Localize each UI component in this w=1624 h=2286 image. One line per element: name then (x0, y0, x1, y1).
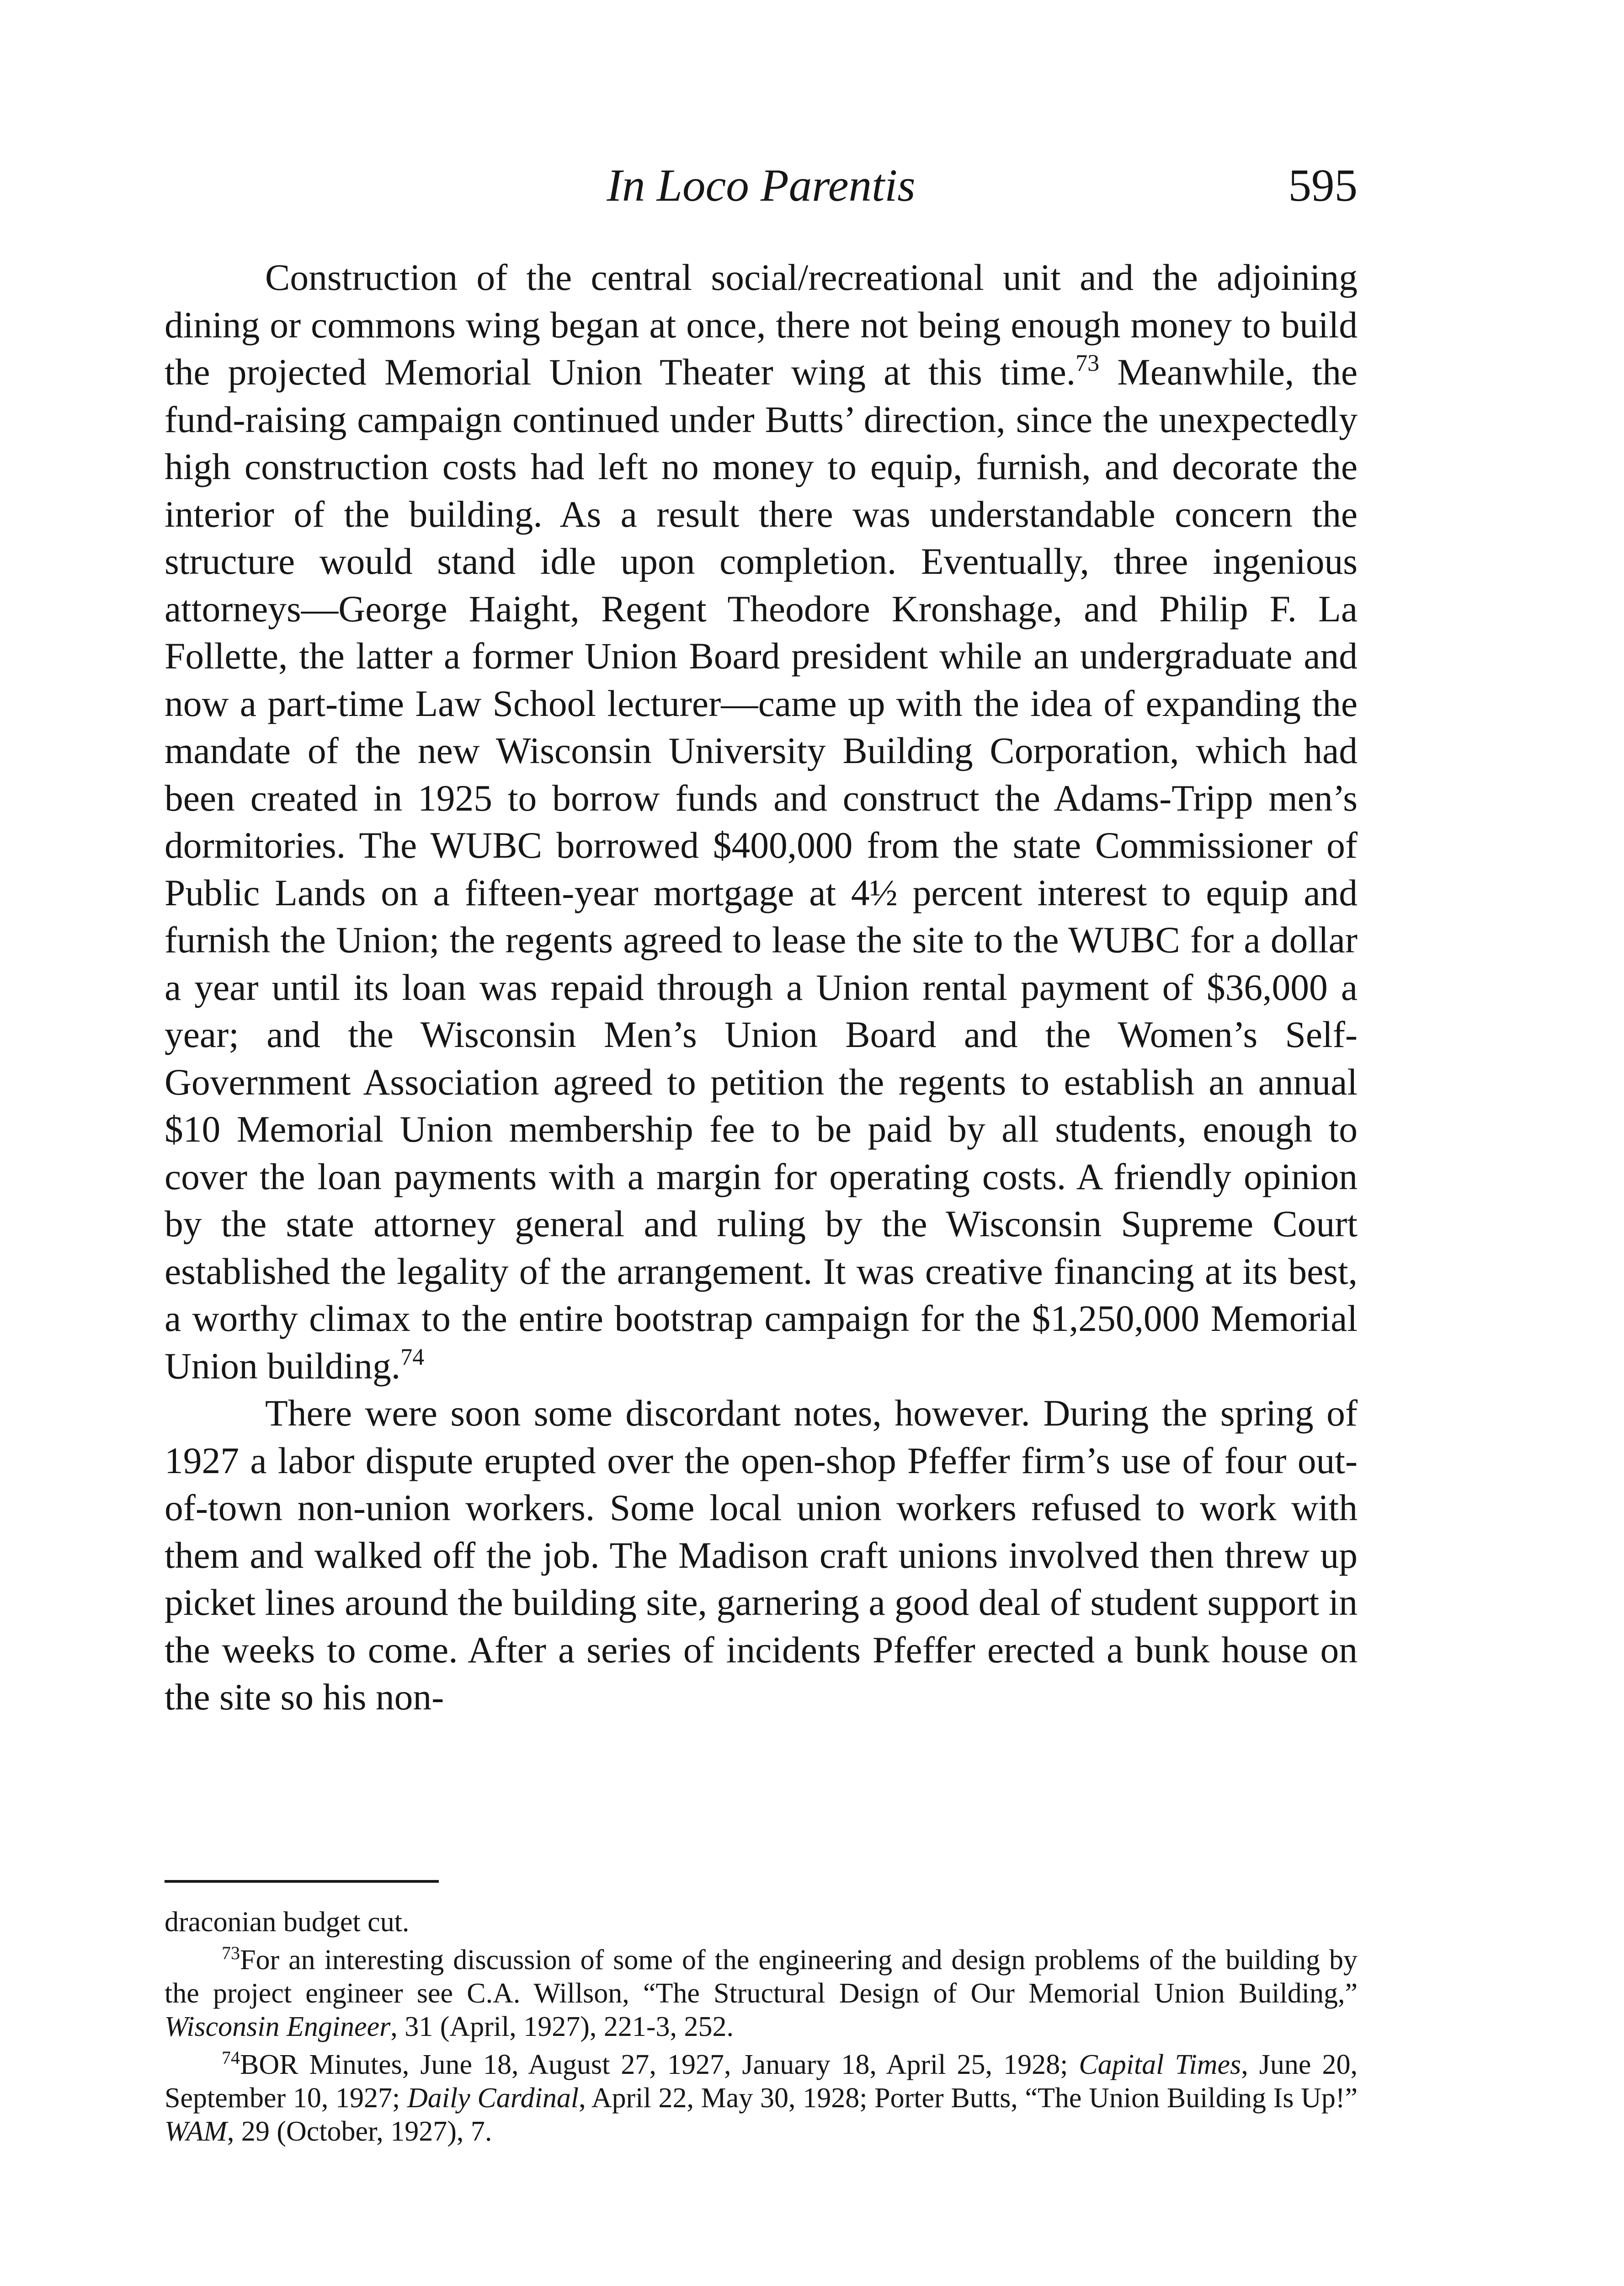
newspaper-title: Daily Cardinal (407, 2083, 579, 2114)
footnote-text: , 29 (October, 1927), 7. (227, 2116, 492, 2147)
page-number: 595 (1288, 160, 1358, 211)
body-text-run: Meanwhile, the fund-raising campaign continued under Butts’ direction, since the unexpectedly high construction costs had left no money to equip, furnish, and decorate the interior of the building. As a result there was understandable concern the structure would stand idle upon completion. Eventually, three ingenious attorneys—George Haight, Regent Theodore Kronshage, and Philip F. La Follette, the latter a former Union Board president while an undergraduate and now a part-time Law School lecturer—came up with the idea of expanding the mandate of the new Wisconsin University Building Corporation, which had been created in 1925 to borrow funds and construct the Adams-Tripp men’s dormitories. The WUBC borrowed $400,000 from the state Commissioner of Public Lands on a fifteen-year mortgage at 4½ percent interest to equip and furnish the Union; the regents agreed to lease the site to the WUBC for a dollar a year until its loan was repaid through a Union rental payment of $36,000 a year; and the Wisconsin Men’s Union Board and the Women’s Self-Government Association agreed to petition the regents to establish an annual $10 Memorial Union membership fee to be paid by all students, enough to cover the loan payments with a margin for operating costs. A friendly opinion by the state attorney general and ruling by the Wisconsin Supreme Court established the legality of the arrangement. It was creative financing at its best, a worthy climax to the entire bootstrap campaign for the $1,250,000 Memorial Union building. (165, 351, 1358, 1387)
footnote-reference: 74 (400, 1344, 425, 1370)
footnote-text: , April 22, May 30, 1928; Porter Butts, “The Union Building Is Up!” (579, 2083, 1358, 2114)
footnote-reference: 73 (1076, 350, 1100, 376)
journal-title: Wisconsin Engineer (165, 2011, 391, 2042)
body-paragraph: There were soon some discordant notes, however. During the spring of 1927 a labor dispute erupted over the open-shop Pfeffer firm’s use of four out-of-town non-union workers. Some local union workers refused to work with them and walked off the job. The Madison craft unions involved then threw up picket lines around the building site, garnering a good deal of student support in the weeks to come. After a series of incidents Pfeffer erected a bunk house on the site so his non- (165, 1392, 1358, 1718)
body-text (165, 254, 1358, 1721)
page-header (165, 158, 1358, 213)
footnote-text: For an interesting discussion of some of the engineering and design problems of the building by the project engineer see C.A. Willson, “The Structural Design of Our Memorial Union Building,” (165, 1944, 1358, 2009)
footnote-text: , 31 (April, 1927), 221-3, 252. (390, 2011, 734, 2042)
footnote-marker: 74 (222, 2047, 240, 2068)
footnote-74 (165, 2048, 1358, 2148)
journal-title: WAM (165, 2116, 227, 2147)
footnote-divider (165, 1880, 439, 1883)
body-paragraph (165, 254, 1358, 1389)
running-title: In Loco Parentis (607, 160, 916, 211)
footnote-text: BOR Minutes, June 18, August 27, 1927, January 18, April 25, 1928; (240, 2049, 1079, 2080)
footnote-text: , June 20, September 10, 1927; (165, 2049, 1358, 2114)
footnote-marker: 73 (222, 1943, 240, 1963)
newspaper-title: Capital Times (1079, 2049, 1241, 2080)
footnote-73 (165, 1944, 1358, 2044)
footnote-continuation: draconian budget cut. (165, 1907, 410, 1938)
footnotes (165, 1906, 1358, 2148)
body-text-run: Construction of the central social/recreational unit and the adjoining dining or commons wing began at once, there not being enough money to build the projected Memorial Union Theater wing at this time. (165, 256, 1358, 393)
